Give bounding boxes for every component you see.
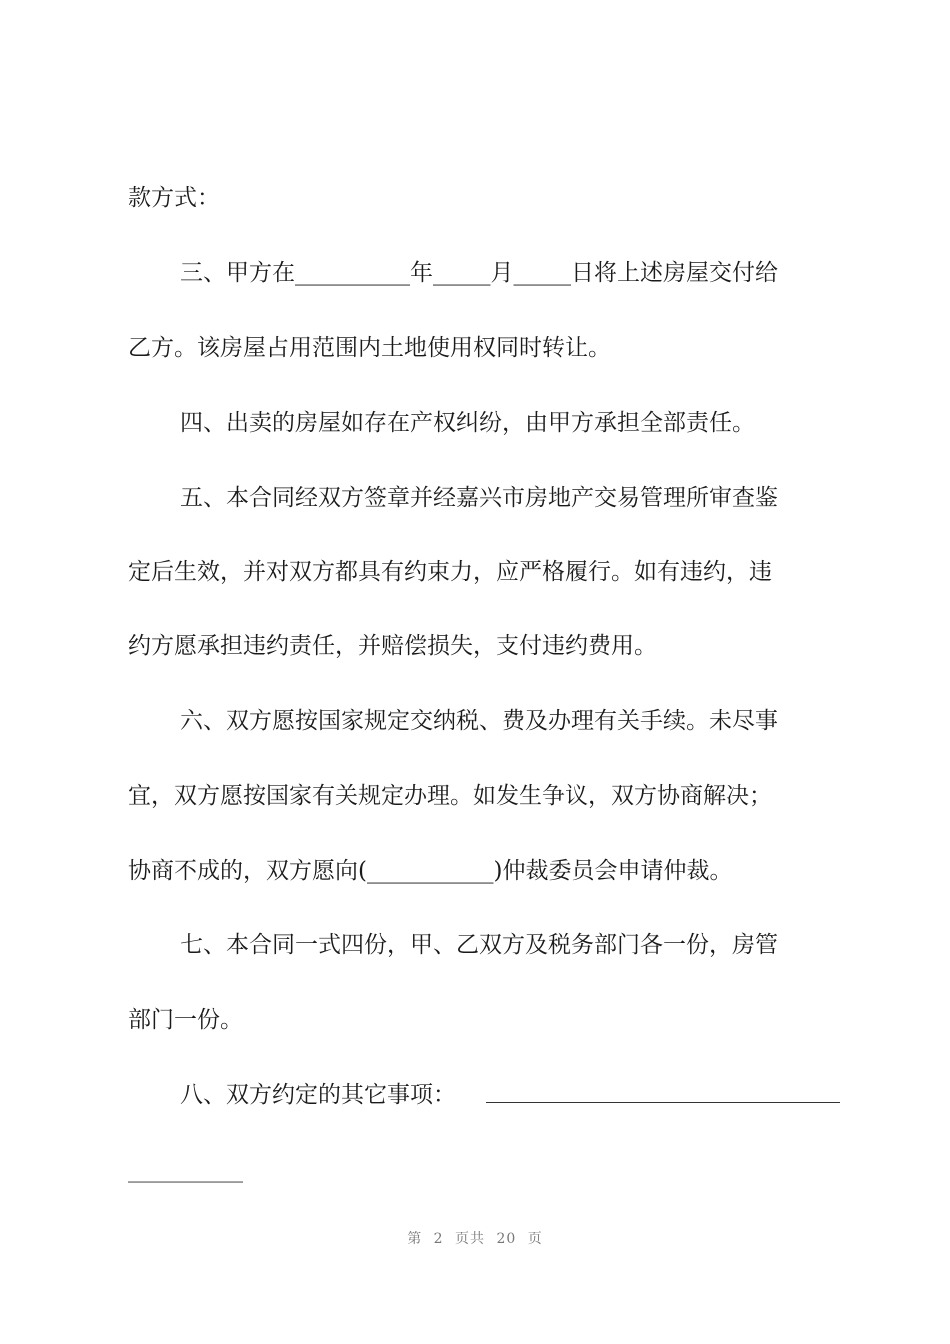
fill-in-blank-line bbox=[486, 1102, 840, 1103]
paragraph-line-1: 款方式： bbox=[128, 185, 220, 211]
paragraph-line-10: 协商不成的，双方愿向(___________)仲裁委员会申请仲裁。 bbox=[128, 858, 733, 884]
page-footer: 第 2 页共 20 页 bbox=[407, 1231, 543, 1247]
paragraph-line-12: 部门一份。 bbox=[128, 1007, 243, 1033]
paragraph-line-7: 约方愿承担违约责任，并赔偿损失，支付违约费用。 bbox=[128, 633, 657, 659]
paragraph-line-5: 五、本合同经双方签章并经嘉兴市房地产交易管理所审查鉴 bbox=[180, 485, 778, 511]
paragraph-line-11: 七、本合同一式四份，甲、乙双方及税务部门各一份，房管 bbox=[180, 932, 778, 958]
paragraph-line-2: 三、甲方在__________年_____月_____日将上述房屋交付给 bbox=[180, 260, 778, 286]
paragraph-line-13: 八、双方约定的其它事项： bbox=[180, 1082, 456, 1108]
paragraph-line-3: 乙方。该房屋占用范围内土地使用权同时转让。 bbox=[128, 335, 611, 361]
paragraph-line-9: 宜，双方愿按国家有关规定办理。如发生争议，双方协商解决； bbox=[128, 783, 772, 809]
paragraph-line-6: 定后生效，并对双方都具有约束力，应严格履行。如有违约，违 bbox=[128, 559, 772, 585]
paragraph-line-14: __________ bbox=[128, 1157, 243, 1183]
paragraph-line-4: 四、出卖的房屋如存在产权纠纷，由甲方承担全部责任。 bbox=[180, 410, 755, 436]
paragraph-line-8: 六、双方愿按国家规定交纳税、费及办理有关手续。未尽事 bbox=[180, 708, 778, 734]
